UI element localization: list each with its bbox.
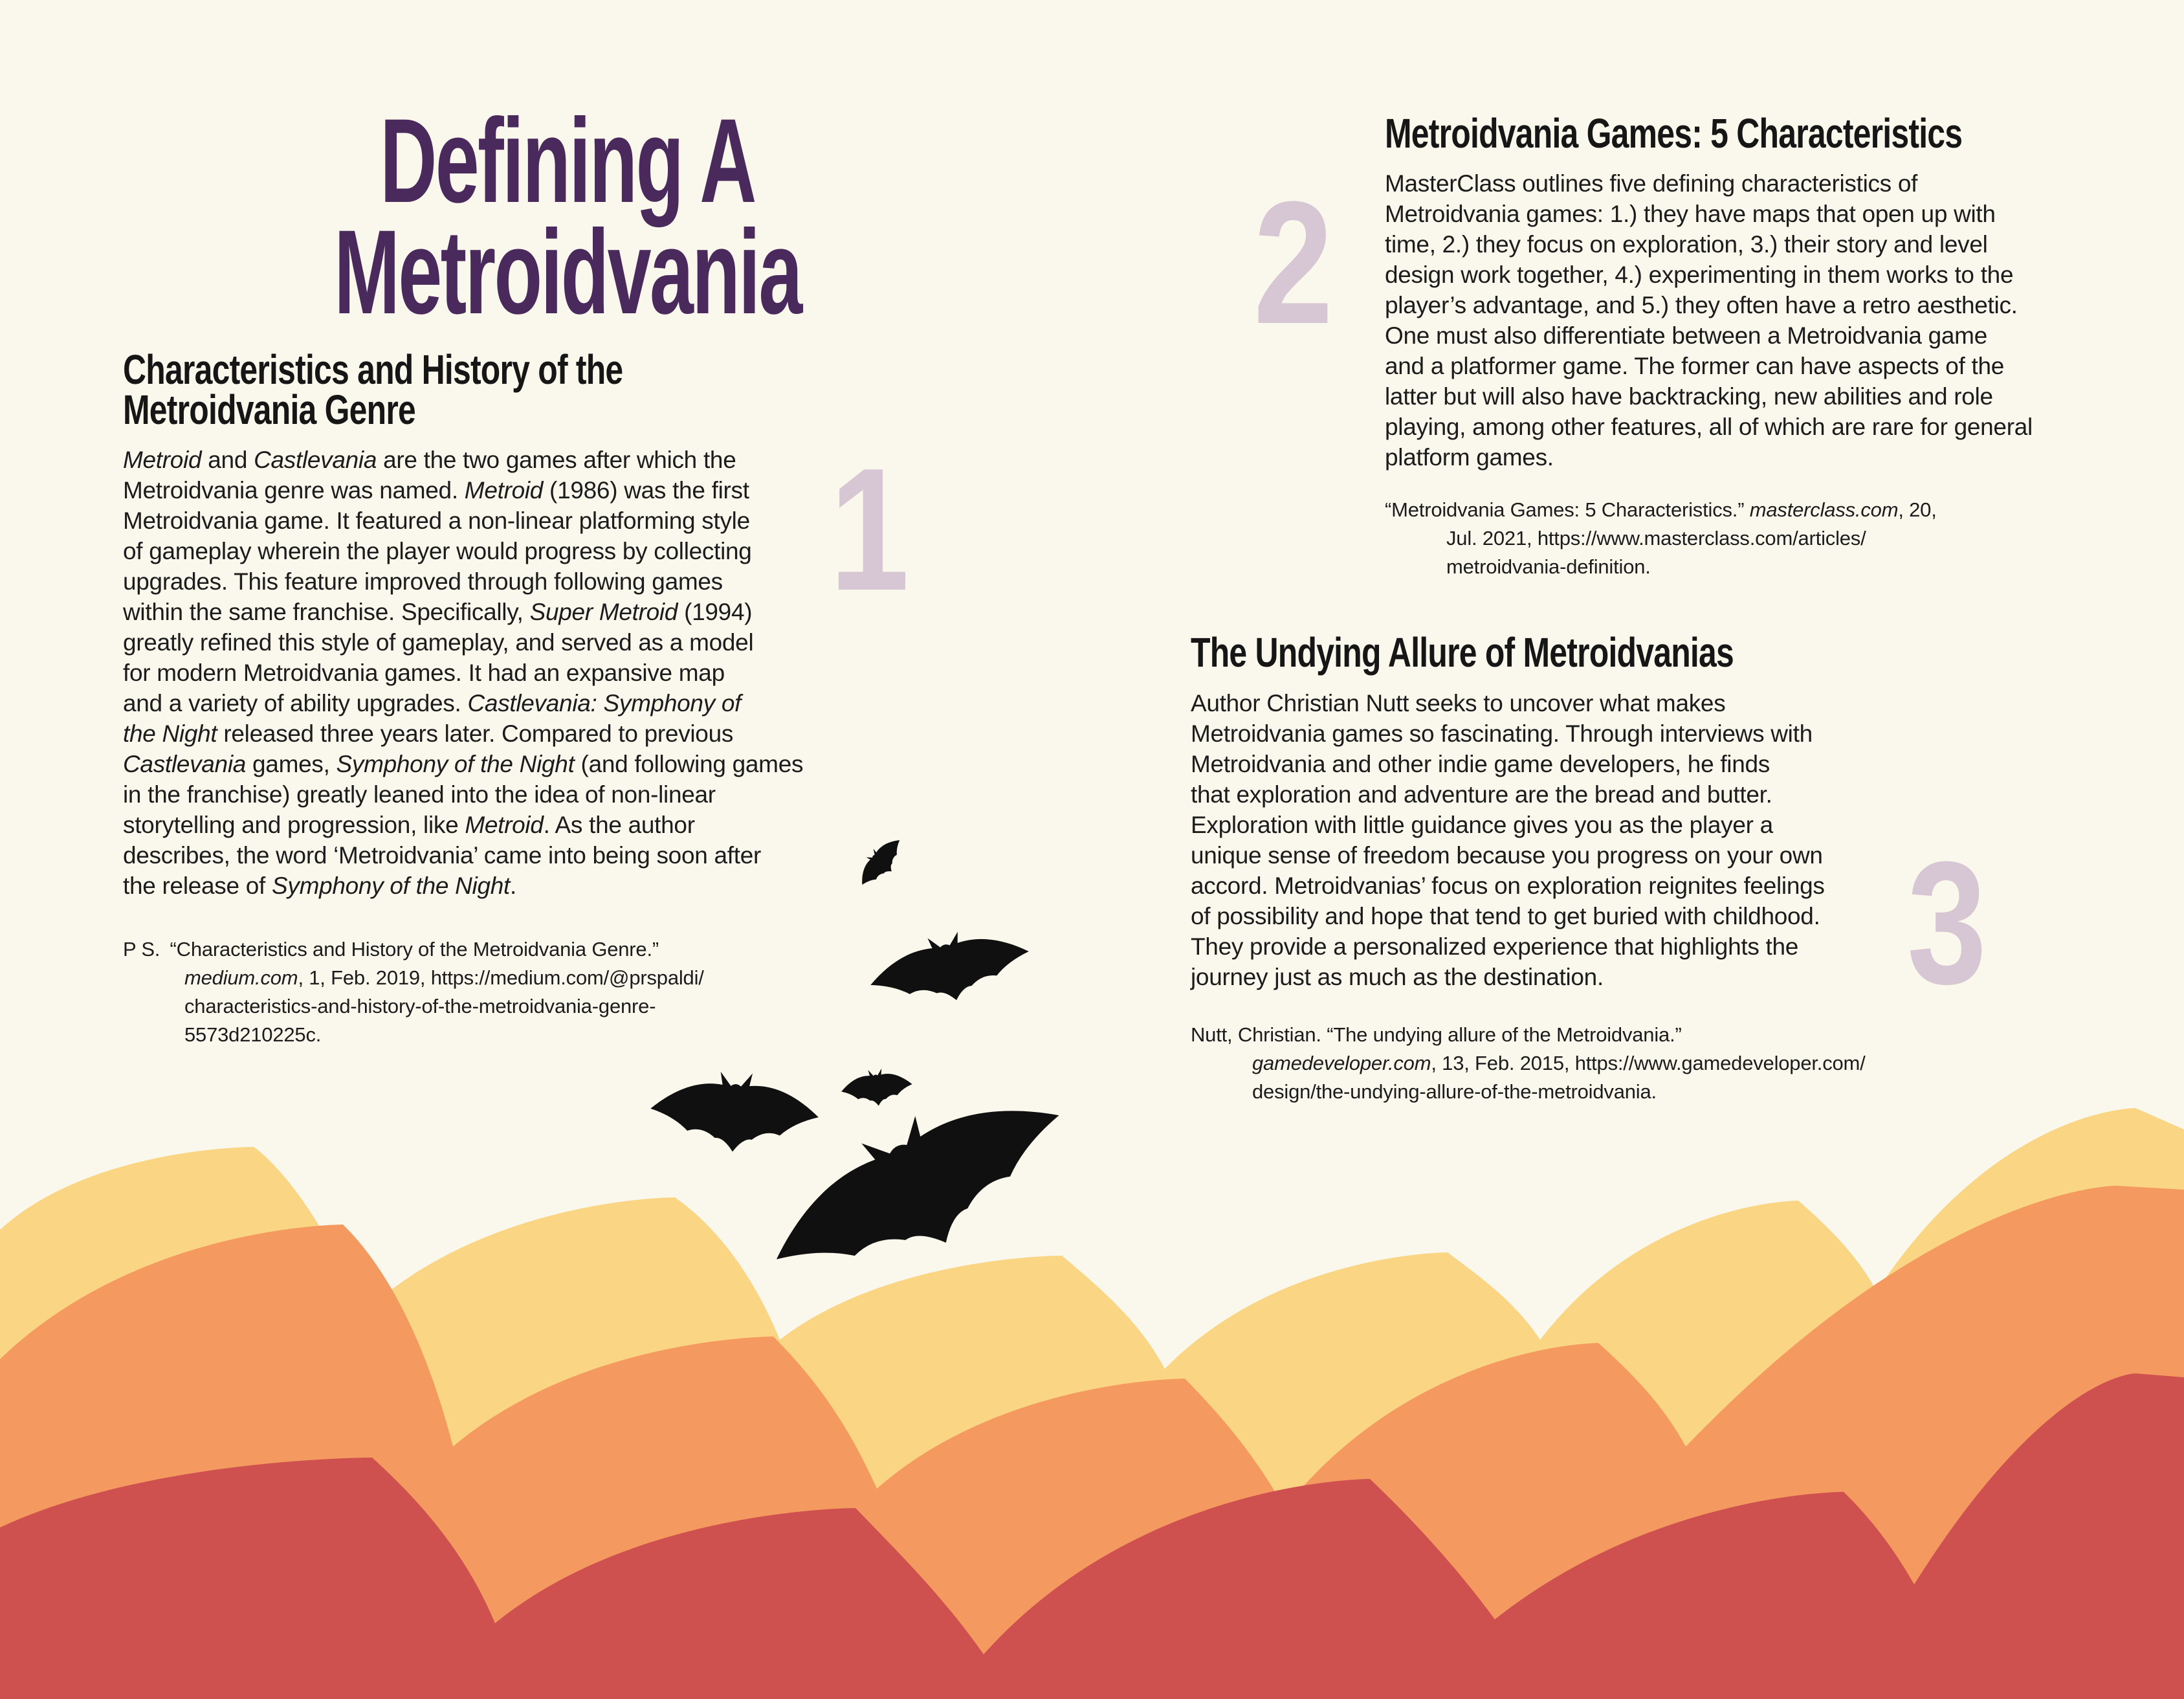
page-title [204,94,931,339]
section-heading: The Undying Allure of Metroidvanias [1191,629,1734,676]
bat-icon [747,1058,1087,1315]
section-heading: Characteristics and History of the Metroidvania Genre [123,346,623,433]
section-citation: “Metroidvania Games: 5 Characteristics.” masterclass.com, 20, Jul. 2021, https://www.masterclass.com/articles/ metroidvania-definition. [1385,498,1937,578]
section-citation: P S. “Characteristics and History of the Metroidvania Genre.” medium.com, 1, Feb. 2019, https://medium.com/@prspaldi/ characteristics-and-history-of-the-metroidvania-genre- 5573d210225c. [123,938,704,1046]
section-body: Metroid and Castlevania are the two games after which the Metroidvania genre was named. Metroid (1986) was the first Metroidvania game. It featured a non-linear platforming style of gameplay wherein the player would progress by collecting upgrades. This feature improved through following games within the same franchise. Specifically, Super Metroid (1994) greatly refined this style of gameplay, and served as a model for modern Metroidvania games. It had an expansive map and a variety of ability upgrades. Castlevania: Symphony of the Night released three years later. Compared to previous Castlevania games, Symphony of the Night (and following games in the franchise) greatly leaned into the idea of non-linear storytelling and progression, like Metroid. As the author describes, the word ‘Metroidvania’ came into being soon after the release of Symphony of the Night. [123,447,804,899]
section-number-1: 1 [830,432,910,627]
section-number-3: 3 [1907,826,1987,1021]
page-title-line: Defining A [380,94,755,228]
section-body: MasterClass outlines five defining characteristics of Metroidvania games: 1.) they have maps that open up with time, 2.) they focus on exploration, 3.) their story and level design work together, 4.) experimenting in them works to the player’s advantage, and 5.) they often have a retro aesthetic. One must also differentiate between a Metroidvania game and a platformer game. The former can have aspects of the latter but will also have backtracking, new abilities and role playing, among other features, all of which are rare for general platform games. [1385,170,2033,471]
section-body: Author Christian Nutt seeks to uncover what makes Metroidvania games so fascinating. Through interviews with Metroidvania and other indie game developers, he finds that exploration and adventure are the bread and butter. Exploration with little guidance gives you as the player a unique sense of freedom because you progress on your own accord. Metroidvanias’ focus on exploration reignites feelings of possibility and hope that tend to get buried with childhood. They provide a personalized experience that highlights the journey just as much as the destination. [1191,690,1825,990]
bat-icon [648,1068,821,1156]
section-number-2: 2 [1253,166,1334,361]
page-title-line: Metroidvania [334,206,801,339]
section-citation: Nutt, Christian. “The undying allure of the Metroidvania.” gamedeveloper.com, 13, Feb. 2015, https://www.gamedeveloper.com/ design/the-undying-allure-of-the-metroidvania. [1191,1023,1866,1103]
section-heading: Metroidvania Games: 5 Characteristics [1385,110,1963,157]
bat-icon [839,1065,914,1109]
